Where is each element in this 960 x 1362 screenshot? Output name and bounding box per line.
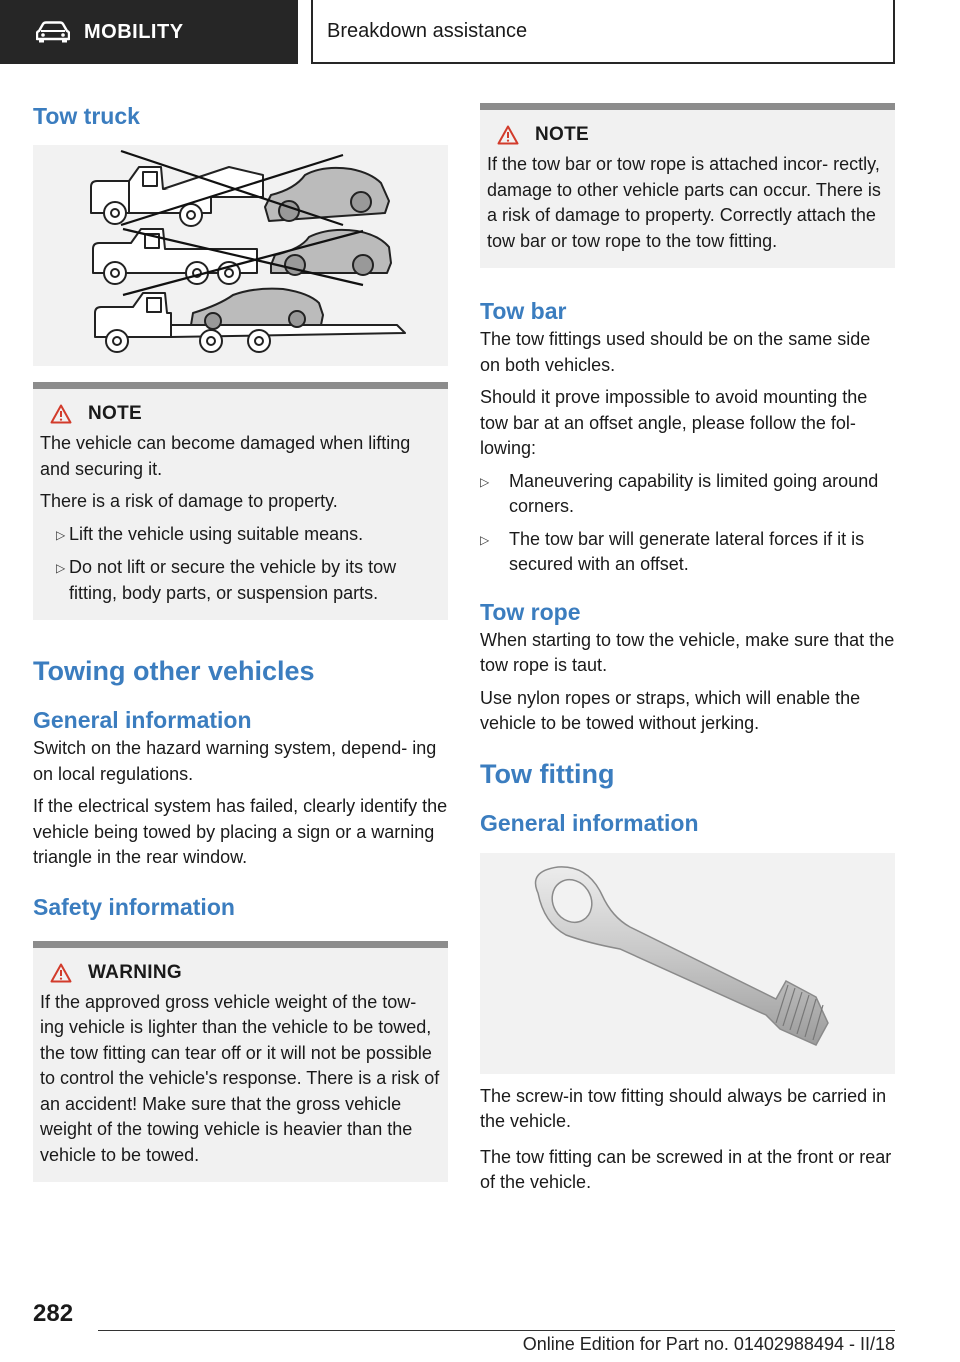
list-item [40,522,440,549]
warning-text: If the approved gross vehicle weight of the tow‐ ing vehicle is lighter than the vehicle to be towed, the tow fitting can tear off or it will not be possible to control the vehicle's response. There is a risk of an accident! Make sure that the gross vehicle weight of the towing vehicle is heavier than the vehicle to be towed. [40,991,440,1165]
note-box-attachment [480,103,895,268]
car-icon [36,21,70,43]
list-item-text: Do not lift or secure the vehicle by its tow fitting, body parts, or suspension parts. [69,557,397,603]
paragraph: Switch on the hazard warning system, depend‐ ing on local regulations. [33,738,437,784]
list-item-text: Maneuvering capability is limited going around corners. [509,470,879,516]
warning-title: WARNING [88,961,182,983]
header-section-tab [0,0,298,64]
tow-truck-illustration [33,145,448,366]
list-item [480,527,895,578]
page-number: 282 [33,1300,74,1327]
paragraph: Should it prove impossible to avoid mounting the tow bar at an offset angle, please follow the fol‐ lowing: [480,387,868,458]
bullet-triangle-icon: ▷ [480,532,490,547]
paragraph: The screw-in tow fitting should always be carried in the vehicle. [480,1085,887,1131]
warning-triangle-icon [50,963,72,983]
tow-bar-heading: Tow bar [480,298,567,324]
towing-heading: Towing other vehicles [33,656,315,686]
bullet-triangle-icon: ▷ [56,527,66,542]
note-paragraph: There is a risk of damage to property. [40,491,338,511]
warning-triangle-icon [497,125,519,145]
paragraph: When starting to tow the vehicle, make sure that the tow rope is taut. [480,629,895,675]
list-item [40,555,440,606]
general-info-heading: General information [33,707,252,733]
note-title: NOTE [535,124,589,145]
paragraph: The tow fitting can be screwed in at the front or rear of the vehicle. [480,1146,892,1192]
bullet-triangle-icon: ▷ [56,561,66,575]
warning-triangle-icon [50,404,72,424]
header-chapter-label: Breakdown assistance [327,19,528,42]
bullet-triangle-icon: ▷ [480,474,490,489]
footer-divider [98,1330,895,1331]
tow-rope-heading: Tow rope [480,598,581,625]
header-chapter-tab [311,0,895,64]
tow-fitting-heading: Tow fitting [480,758,615,789]
tow-truck-heading: Tow truck [33,103,140,129]
left-column [33,103,448,1182]
note-title: NOTE [88,403,142,424]
note-text: If the tow bar or tow rope is attached incor‐ rectly, damage to other vehicle parts can occur. There is a risk of damage to property. Correctly attach the tow bar or tow rope to the tow fitting. [487,154,881,251]
header-section-label: MOBILITY [84,20,184,43]
note-header [40,403,440,425]
list-item-text: The tow bar will generate lateral forces if it is secured with an offset. [509,528,865,574]
right-column [480,103,895,1196]
paragraph: If the electrical system has failed, clearly identify the vehicle being towed by placing a sign or a warning triangle in the rear window. [33,796,448,867]
footer-edition-text: Online Edition for Part no. 01402988494 - II/18 [522,1334,895,1354]
warning-box [33,941,448,1183]
tow-fitting-drawing [480,853,895,1074]
safety-info-heading: Safety information [33,893,235,920]
warning-header [40,962,440,984]
note-box-lifting [33,382,448,620]
paragraph: Use nylon ropes or straps, which will enable the vehicle to be towed without jerking. [480,687,861,733]
note-paragraph: The vehicle can become damaged when lifting and securing it. [40,433,411,479]
tow-truck-drawing [33,145,448,366]
general-info-heading: General information [480,809,699,836]
list-item [480,469,895,520]
list-item-text: Lift the vehicle using suitable means. [69,523,364,544]
note-header [487,124,887,146]
tow-fitting-illustration [480,853,895,1074]
paragraph: The tow fittings used should be on the same side on both vehicles. [480,329,871,375]
